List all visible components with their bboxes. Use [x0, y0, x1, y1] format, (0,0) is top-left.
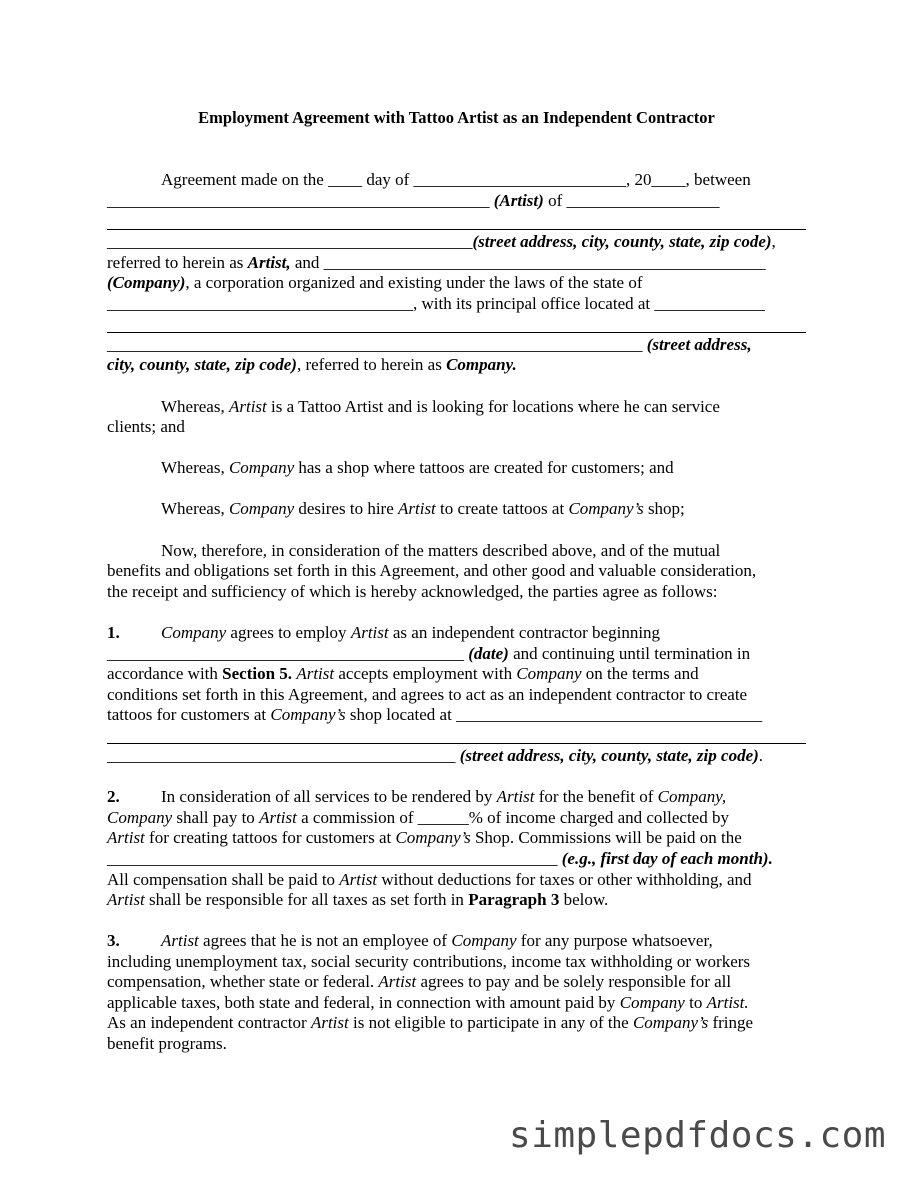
address-hint: city, county, state, zip code) [107, 355, 297, 374]
section-text: Artist [339, 870, 378, 889]
section-1-line [107, 746, 763, 766]
section-text: applicable taxes, both state and federal, in connection with amount paid by [107, 993, 620, 1012]
section-text: Artist [296, 664, 335, 683]
section-text: to [684, 993, 707, 1012]
intro-line [161, 170, 751, 190]
intro-line [107, 232, 776, 252]
section-text: for any purpose whatsoever, [516, 931, 713, 950]
section-text: Artist. [706, 993, 749, 1012]
document-title: Employment Agreement with Tattoo Artist as an Independent Contractor [198, 108, 715, 127]
recital-line [107, 417, 185, 437]
recital-text: shop; [643, 499, 685, 518]
section-2-line [107, 828, 742, 848]
recital-text: Artist [398, 499, 436, 518]
section-2-line [107, 849, 773, 869]
intro-line [107, 355, 517, 375]
intro-line [107, 253, 766, 273]
section-3-line [107, 952, 750, 972]
section-ref: Section 5. [222, 664, 293, 683]
section-text: Artist [378, 972, 417, 991]
recital-text: Whereas, [161, 499, 229, 518]
recital-text: benefits and obligations set forth in this Agreement, and other good and valuable consideration, [107, 561, 757, 580]
intro-line [107, 335, 752, 355]
section-text: and continuing until termination in [508, 644, 751, 663]
section-text: on the terms and [581, 664, 699, 683]
section-text: agrees that he is not an employee of [198, 931, 452, 950]
section-text: In consideration of all services to be rendered by [161, 787, 497, 806]
section-3-line [161, 931, 713, 951]
section-text: _________________________________________ [107, 746, 460, 765]
section-text: Company’s [270, 705, 346, 724]
intro-text: _____________________________________________ [107, 191, 494, 210]
section-text: Company [161, 623, 227, 642]
section-text: agrees to pay and be solely responsible for all [416, 972, 732, 991]
section-text: Company [451, 931, 517, 950]
date-hint: (date) [468, 644, 509, 663]
section-1-line [107, 705, 762, 725]
section-3-line [107, 993, 749, 1013]
recital-line [161, 397, 720, 417]
recital-text: Now, therefore, in consideration of the matters described above, and of the mutual [161, 541, 721, 560]
section-number: 3. [107, 931, 120, 950]
intro-line [107, 273, 643, 293]
recital-text: has a shop where tattoos are created for customers; and [294, 458, 674, 477]
section-text: for the benefit of [534, 787, 658, 806]
section-text: Artist [259, 808, 297, 827]
recital-text: Company [228, 458, 295, 477]
section-text: a commission of ______% of income charged and collected by [296, 808, 729, 827]
section-text: without deductions for taxes or other withholding, and [377, 870, 752, 889]
section-1-line [107, 644, 750, 664]
address-hint: (street address, city, county, state, zip code) [459, 746, 759, 765]
recital-line [161, 458, 674, 478]
intro-line [107, 294, 765, 314]
section-text: shall pay to [172, 808, 260, 827]
artist-label: (Artist) [493, 191, 544, 210]
section-text: Company’s [395, 828, 471, 847]
intro-line [107, 191, 719, 211]
section-text: Artist [496, 787, 535, 806]
section-text: accepts employment with [334, 664, 517, 683]
address-hint: (street address, city, county, state, zip code) [472, 232, 772, 251]
intro-text: ____________________________________, with its principal office located at _____________ [107, 294, 765, 313]
intro-text: , [771, 232, 776, 251]
section-text: Artist [107, 890, 145, 909]
recital-text: is a Tattoo Artist and is looking for locations where he can service [266, 397, 720, 416]
recital-text: Company’s [568, 499, 644, 518]
recital-line [161, 499, 685, 519]
section-2-line [161, 787, 726, 807]
intro-text: Agreement made on the ____ day of _________________________, 20____, between [161, 170, 751, 189]
section-number: 1. [107, 623, 120, 642]
section-text: shop located at ____________________________________ [345, 705, 763, 724]
section-text: compensation, whether state or federal. [107, 972, 379, 991]
company-term: Company. [446, 355, 517, 374]
section-1-line [161, 623, 660, 643]
section-text: fringe [708, 1013, 754, 1032]
recital-text: clients; and [107, 417, 185, 436]
section-text: benefit programs. [107, 1034, 227, 1053]
blank-line [107, 743, 806, 744]
section-text: Artist [161, 931, 199, 950]
section-text: Company [516, 664, 582, 683]
section-text: All compensation shall be paid to [107, 870, 340, 889]
section-text: agrees to employ [226, 623, 351, 642]
artist-term: Artist, [247, 253, 291, 272]
section-text: Artist [350, 623, 389, 642]
now-therefore-line [107, 561, 756, 581]
payment-hint: (e.g., first day of each month). [561, 849, 773, 868]
section-text: including unemployment tax, social security contributions, income tax withholding or workers [107, 952, 751, 971]
section-3-line [107, 1013, 753, 1033]
now-therefore-line [161, 541, 720, 561]
recital-text: to create tattoos at [435, 499, 569, 518]
recital-text: desires to hire [294, 499, 398, 518]
company-label: (Company) [107, 273, 186, 292]
blank-line [107, 229, 806, 230]
section-text: as an independent contractor beginning [388, 623, 661, 642]
address-hint: (street address, [646, 335, 752, 354]
intro-text: and ____________________________________________________ [290, 253, 766, 272]
section-text: Artist [107, 828, 145, 847]
section-text: _____________________________________________________ [107, 849, 562, 868]
blank-line [107, 332, 806, 333]
intro-text: of __________________ [543, 191, 720, 210]
intro-text: ___________________________________________ [107, 232, 473, 251]
intro-text: , referred to herein as [296, 355, 447, 374]
section-1-line [107, 664, 699, 684]
section-text: Artist [310, 1013, 349, 1032]
now-therefore-line [107, 582, 718, 602]
recital-text: Artist [228, 397, 267, 416]
section-text: below. [559, 890, 609, 909]
section-3-line [107, 1034, 227, 1054]
section-ref: Paragraph 3 [468, 890, 560, 909]
intro-text: referred to herein as [107, 253, 248, 272]
section-2-line [107, 890, 608, 910]
section-3-line [107, 972, 731, 992]
recital-text: Whereas, [161, 397, 229, 416]
recital-text: the receipt and sufficiency of which is hereby acknowledged, the parties agree as follows: [107, 582, 718, 601]
watermark: simplepdfdocs.com [509, 1115, 886, 1156]
section-number: 2. [107, 787, 120, 806]
section-text: conditions set forth in this Agreement, and agrees to act as an independent contractor to create [107, 685, 748, 704]
section-text: Company [107, 808, 173, 827]
section-text: Company [619, 993, 685, 1012]
section-text: Company’s [632, 1013, 709, 1032]
section-text: for creating tattoos for customers at [144, 828, 396, 847]
section-text: shall be responsible for all taxes as set forth in [144, 890, 469, 909]
section-text: Shop. Commissions will be paid on the [470, 828, 742, 847]
section-text: __________________________________________ [107, 644, 469, 663]
recital-text: Company [228, 499, 295, 518]
section-2-line [107, 808, 729, 828]
section-text: tattoos for customers at [107, 705, 271, 724]
section-text: As an independent contractor [107, 1013, 311, 1032]
recital-text: Whereas, [161, 458, 229, 477]
section-text: . [758, 746, 764, 765]
section-1-line [107, 685, 747, 705]
section-text: is not eligible to participate in any of the [348, 1013, 633, 1032]
section-text: accordance with [107, 664, 223, 683]
section-text: Company, [657, 787, 727, 806]
section-2-line [107, 870, 752, 890]
intro-text: _______________________________________________________________ [107, 335, 647, 354]
intro-text: , a corporation organized and existing under the laws of the state of [185, 273, 643, 292]
